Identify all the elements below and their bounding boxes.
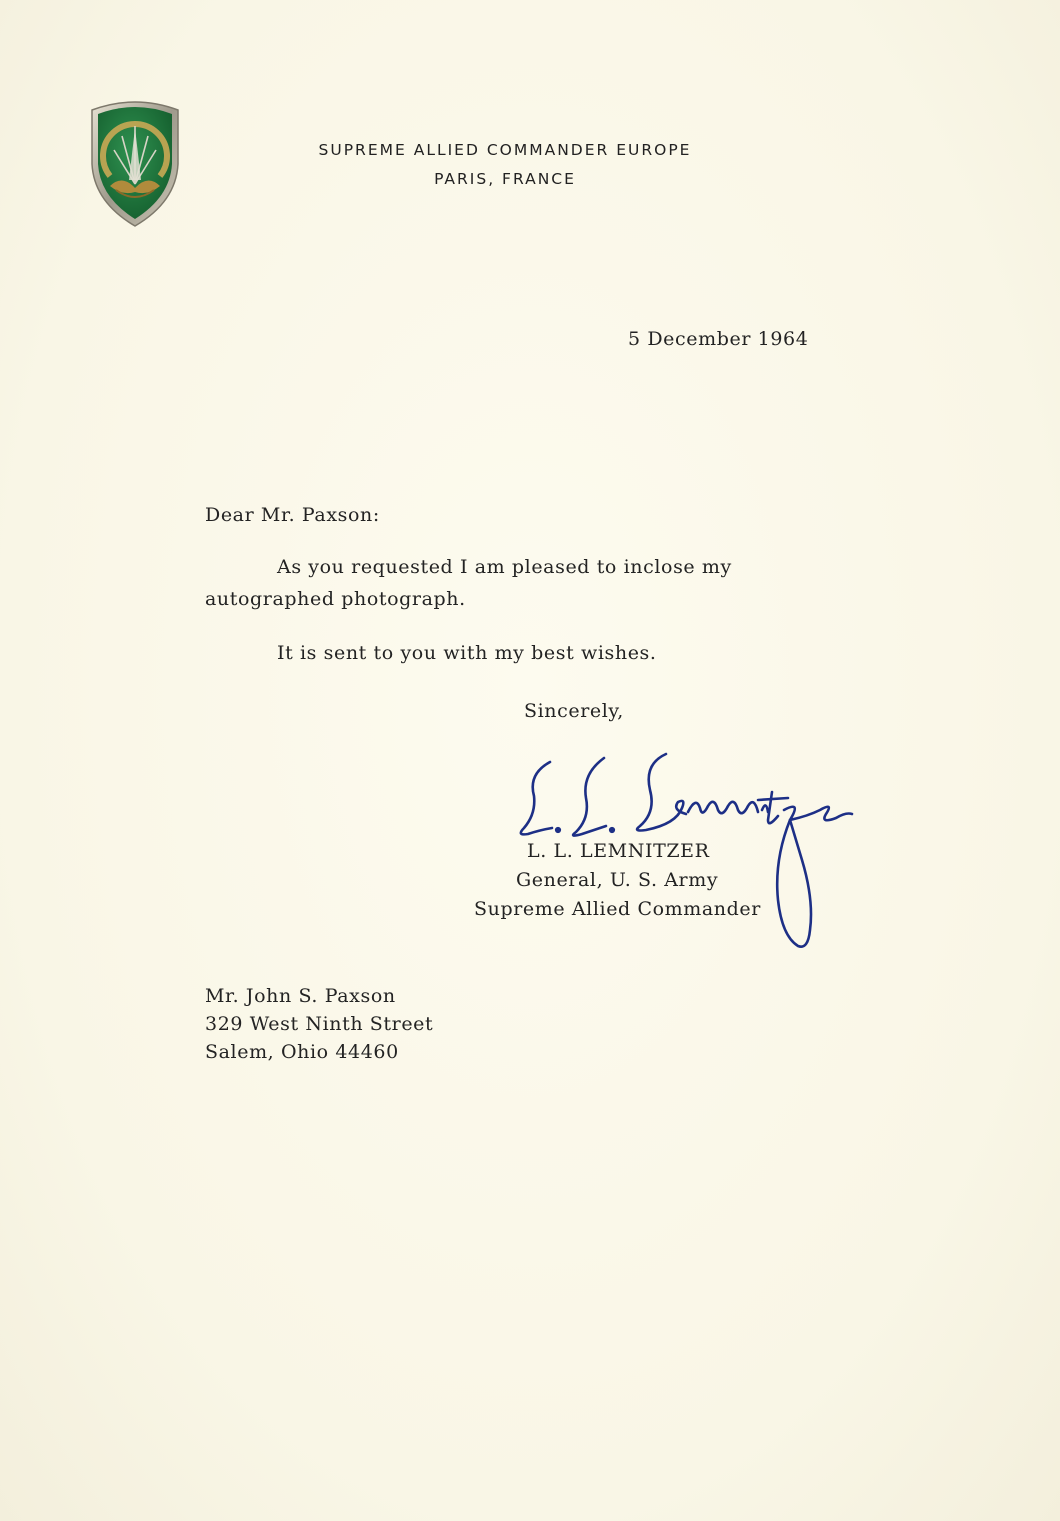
body-paragraph-1-line-1: As you requested I am pleased to inclose my (277, 556, 732, 578)
handwritten-signature-icon (506, 740, 866, 970)
signer-name: L. L. LEMNITZER (527, 840, 710, 862)
salutation: Dear Mr. Paxson: (205, 504, 380, 526)
shape-emblem-icon (86, 94, 184, 228)
letterhead (240, 136, 770, 194)
signer-rank: General, U. S. Army (516, 869, 719, 891)
body-paragraph-1-line-2: autographed photograph. (205, 588, 466, 610)
letterhead-organization: SUPREME ALLIED COMMANDER EUROPE (318, 141, 692, 159)
body-paragraph-2: It is sent to you with my best wishes. (277, 642, 657, 664)
recipient-street: 329 West Ninth Street (205, 1013, 434, 1035)
letterhead-location: PARIS, FRANCE (434, 170, 576, 188)
letter-date: 5 December 1964 (628, 328, 809, 350)
closing: Sincerely, (524, 700, 624, 722)
recipient-name: Mr. John S. Paxson (205, 985, 396, 1007)
signer-title: Supreme Allied Commander (474, 898, 761, 920)
recipient-city: Salem, Ohio 44460 (205, 1041, 399, 1063)
